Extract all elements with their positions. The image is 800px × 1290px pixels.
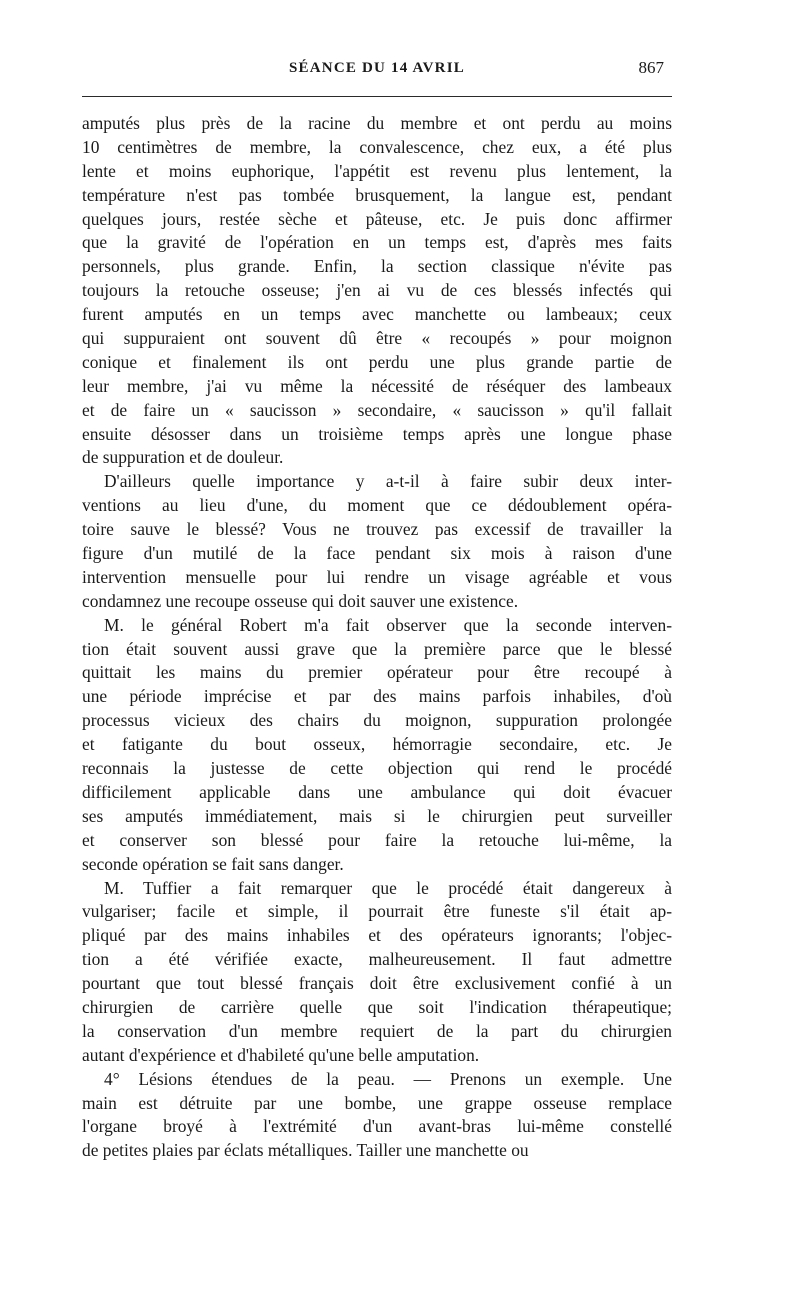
text-line: main est détruite par une bombe, une grappe osseuse remplace — [82, 1092, 672, 1113]
page-number: 867 — [638, 58, 664, 77]
paragraph — [82, 877, 672, 1068]
text-line: 4° Lésions étendues de la peau. — Prenons un exemple. Une — [104, 1068, 672, 1089]
text-line: qui suppuraient ont souvent dû être « recoupés » pour moignon — [82, 328, 672, 349]
text-line: leur membre, j'ai vu même la nécessité de réséquer des lambeaux — [82, 375, 672, 396]
text-line: pliqué par des mains inhabiles et des opérateurs ignorants; l'objec- — [82, 925, 672, 946]
running-title: SÉANCE DU 14 AVRIL — [289, 60, 465, 76]
text-line: et fatigante du bout osseux, hémorragie secondaire, etc. Je — [82, 734, 672, 755]
text-line: D'ailleurs quelle importance y a-t-il à faire subir deux inter- — [104, 471, 672, 492]
text-line: condamnez une recoupe osseuse qui doit sauver une existence. — [82, 590, 519, 611]
text-line: l'organe broyé à l'extrémité d'un avant-bras lui-même constellé — [82, 1116, 672, 1137]
text-line: que la gravité de l'opération en un temps est, d'après mes faits — [82, 232, 672, 253]
text-line: lente et moins euphorique, l'appétit est revenu plus lentement, la — [82, 160, 672, 181]
text-line: la conservation d'un membre requiert de la part du chirurgien — [82, 1020, 672, 1041]
text-line: ses amputés immédiatement, mais si le chirurgien peut surveiller — [82, 805, 672, 826]
body-text — [82, 112, 672, 1163]
text-line: tion a été vérifiée exacte, malheureusement. Il faut admettre — [82, 949, 672, 970]
page-header — [82, 56, 672, 90]
text-line: autant d'expérience et d'habileté qu'une belle amputation. — [82, 1044, 480, 1065]
text-line: une période imprécise et par des mains parfois inhabiles, d'où — [82, 686, 672, 707]
text-line: vulgariser; facile et simple, il pourrait être funeste s'il était ap- — [82, 901, 672, 922]
text-line: furent amputés en un temps avec manchette ou lambeaux; ceux — [82, 304, 672, 325]
text-line: tion était souvent aussi grave que la première parce que le blessé — [82, 638, 672, 659]
text-line: M. Tuffier a fait remarquer que le procédé était dangereux à — [104, 877, 672, 898]
paragraph — [82, 470, 672, 613]
text-line: quelques jours, restée sèche et pâteuse, etc. Je puis donc affirmer — [82, 208, 672, 229]
text-line: température n'est pas tombée brusquement, la langue est, pendant — [82, 184, 672, 205]
text-line: figure d'un mutilé de la face pendant six mois à raison d'une — [82, 543, 672, 564]
text-line: reconnais la justesse de cette objection qui rend le procédé — [82, 758, 672, 779]
header-rule — [82, 96, 672, 97]
text-line: de suppuration et de douleur. — [82, 447, 284, 468]
text-line: toujours la retouche osseuse; j'en ai vu de ces blessés infectés qui — [82, 280, 672, 301]
text-line: difficilement applicable dans une ambulance qui doit évacuer — [82, 781, 672, 802]
text-line: et conserver son blessé pour faire la retouche lui-même, la — [82, 829, 672, 850]
text-line: intervention mensuelle pour lui rendre un visage agréable et vous — [82, 566, 672, 587]
text-line: de petites plaies par éclats métalliques. Tailler une manchette ou — [82, 1140, 529, 1161]
text-line: 10 centimètres de membre, la convalescence, chez eux, a été plus — [82, 136, 672, 157]
text-line: amputés plus près de la racine du membre et ont perdu au moins — [82, 113, 672, 133]
text-line: pourtant que tout blessé français doit être exclusivement confié à un — [82, 973, 672, 994]
text-line: et de faire un « saucisson » secondaire, « saucisson » qu'il fallait — [82, 399, 672, 420]
paragraph — [82, 112, 672, 470]
text-line: chirurgien de carrière quelle que soit l'indication thérapeutique; — [82, 996, 672, 1017]
text-line: ventions au lieu d'une, du moment que ce dédoublement opéra- — [82, 495, 672, 516]
text-line: ensuite désosser dans un troisième temps après une longue phase — [82, 423, 672, 444]
text-line: personnels, plus grande. Enfin, la section classique n'évite pas — [82, 256, 672, 277]
text-line: M. le général Robert m'a fait observer que la seconde interven- — [104, 614, 672, 635]
text-line: quittait les mains du premier opérateur pour être recoupé à — [82, 662, 672, 683]
text-line: seconde opération se fait sans danger. — [82, 853, 344, 874]
paragraph — [82, 614, 672, 877]
text-line: conique et finalement ils ont perdu une plus grande partie de — [82, 351, 672, 372]
text-line: processus vicieux des chairs du moignon, suppuration prolongée — [82, 710, 672, 731]
text-line: toire sauve le blessé? Vous ne trouvez pas excessif de travailler la — [82, 519, 672, 540]
paragraph — [82, 1068, 672, 1164]
